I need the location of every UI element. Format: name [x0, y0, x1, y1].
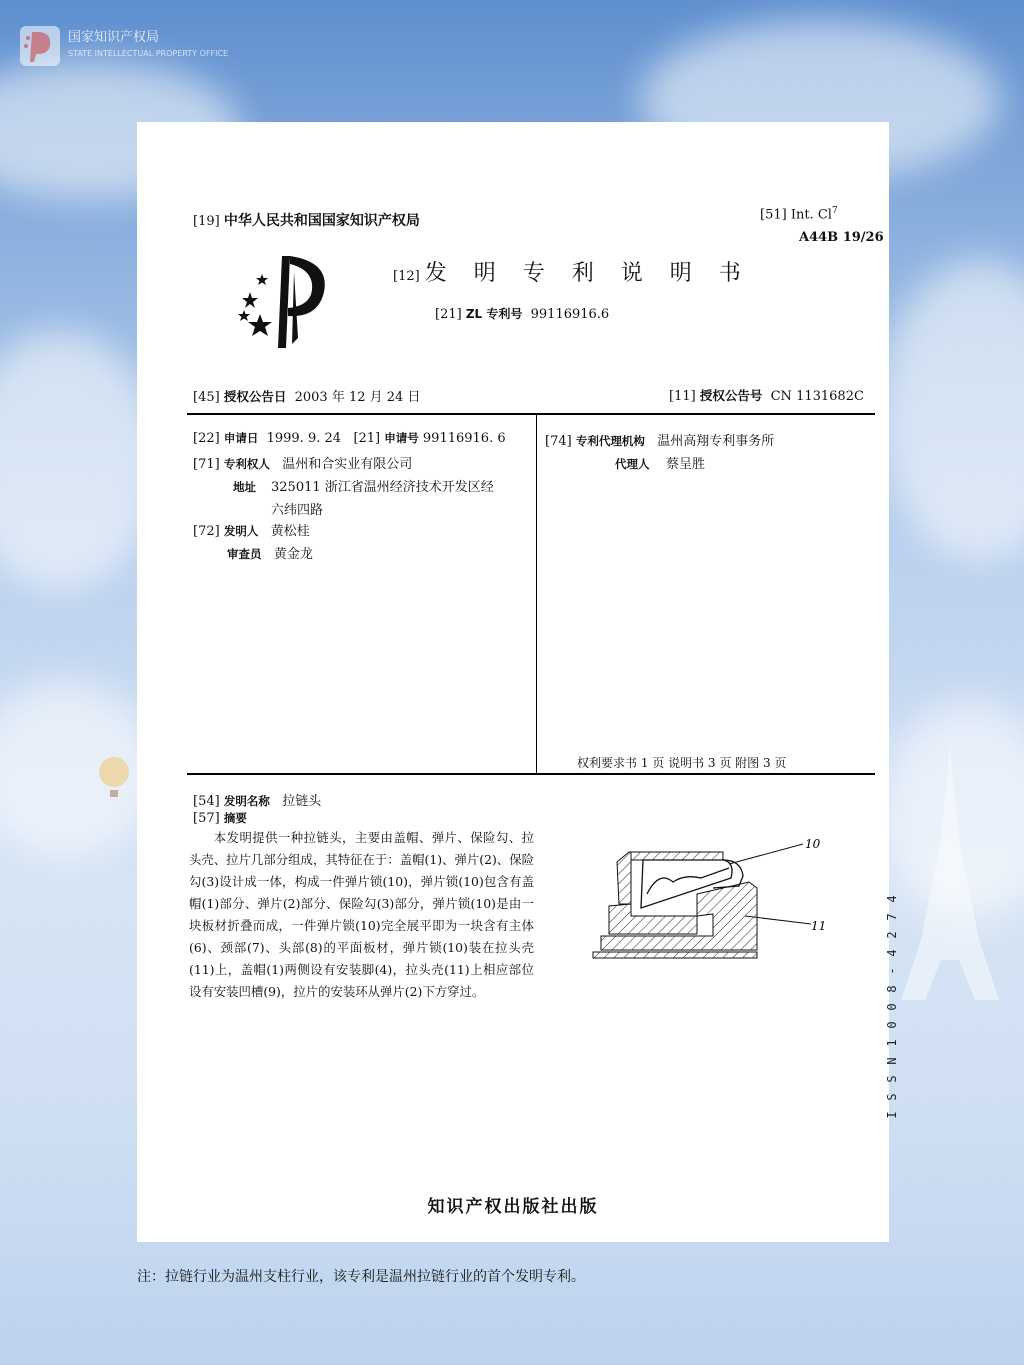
- patent-document: [137, 122, 889, 1242]
- figure-label-11: 11: [811, 919, 827, 933]
- inventor-value: 黄松桂: [270, 524, 310, 539]
- balloon-icon: [96, 756, 132, 800]
- issn-char: 4: [885, 949, 899, 957]
- issn-char: 0: [885, 1003, 899, 1011]
- sipo-logo-icon: [18, 24, 62, 68]
- int-cl-superscript: 7: [831, 206, 838, 216]
- document-type: [393, 256, 751, 287]
- zipper-slider-drawing: [589, 824, 829, 974]
- int-cl-label: Int. Cl: [790, 207, 832, 223]
- cloud-decoration: [880, 260, 1024, 560]
- grant-number-label: 授权公告号: [699, 388, 763, 403]
- zl-code: [21]: [435, 307, 462, 322]
- patentee: [193, 453, 412, 472]
- office-header-title: 中华人民共和国国家知识产权局: [223, 213, 420, 229]
- site-logo-text: 国家知识产权局: [68, 30, 160, 45]
- zl-label: ZL 专利号: [465, 307, 523, 321]
- inventor-label: 发明人: [223, 524, 259, 538]
- inventor: [193, 520, 310, 539]
- abstract-heading: [193, 810, 247, 826]
- footer-note: 注：拉链行业为温州支柱行业，该专利是温州拉链行业的首个发明专利。: [137, 1269, 585, 1285]
- address-line-1: 325011 浙江省温州经济技术开发区经: [271, 480, 494, 495]
- issn-char: 7: [885, 913, 899, 921]
- int-cl-code: [51]: [760, 207, 787, 223]
- issn-char: N: [885, 1057, 899, 1065]
- agency-code: [74]: [545, 434, 572, 449]
- agency: [545, 430, 774, 449]
- patent-emblem-icon: [232, 252, 342, 352]
- site-logo-subtext: STATE INTELLECTUAL PROPERTY OFFICE: [68, 49, 229, 58]
- issn-char: 2: [885, 931, 899, 939]
- zl-number: [435, 305, 609, 322]
- issn-char: 0: [885, 1021, 899, 1029]
- agent: [615, 453, 705, 472]
- address-line-2: 六纬四路: [271, 503, 324, 518]
- agent-label: 代理人: [615, 457, 650, 471]
- issn-char: S: [885, 1093, 899, 1101]
- patentee-value: 温州和合实业有限公司: [282, 457, 413, 472]
- issn-char: I: [885, 1111, 899, 1119]
- grant-number-value: CN 1131682C: [770, 389, 864, 404]
- pages-note: 权利要求书 1 页 说明书 3 页 附图 3 页: [577, 756, 787, 770]
- agent-value: 蔡呈胜: [666, 457, 706, 472]
- agency-value: 温州高翔专利事务所: [657, 434, 775, 449]
- application-info: [193, 430, 506, 446]
- document-type-title: 发 明 专 利 说 明 书: [424, 261, 751, 286]
- int-cl-value: A44B 19/26: [799, 230, 884, 245]
- grant-date-label: 授权公告日: [223, 389, 287, 404]
- app-date-value: 1999. 9. 24: [266, 431, 342, 446]
- invention-title: [193, 790, 321, 809]
- title-value: 拉链头: [282, 794, 322, 809]
- figure-label-10: 10: [805, 837, 821, 851]
- app-no-code: [21]: [353, 431, 381, 446]
- app-no-value: 99116916. 6: [422, 431, 506, 446]
- inventor-code: [72]: [193, 524, 220, 539]
- grant-date: [193, 386, 420, 405]
- patentee-code: [71]: [193, 457, 220, 472]
- grant-date-value: 2003 年 12 月 24 日: [294, 390, 421, 405]
- int-cl: [760, 206, 838, 222]
- issn-char: 4: [885, 895, 899, 903]
- abstract-code: [57]: [193, 811, 220, 826]
- grant-number: [669, 386, 864, 404]
- examiner: [227, 543, 313, 562]
- cloud-decoration: [0, 680, 160, 860]
- address-label: 地址: [233, 480, 256, 494]
- issn-char: S: [885, 1075, 899, 1083]
- examiner-value: 黄金龙: [273, 547, 313, 562]
- issn-number: [882, 890, 902, 1124]
- patentee-label: 专利权人: [223, 457, 270, 471]
- app-no-label: 申请号: [384, 431, 419, 445]
- publisher: 知识产权出版社出版: [427, 1197, 599, 1217]
- site-logo[interactable]: [18, 24, 228, 68]
- grant-date-code: [45]: [193, 390, 220, 405]
- divider: [187, 773, 875, 775]
- cloud-decoration: [0, 330, 160, 590]
- office-header-code: [19]: [193, 214, 220, 229]
- column-divider: [536, 415, 537, 773]
- eiffel-tower-icon: [895, 740, 1005, 1000]
- grant-number-code: [11]: [669, 389, 696, 404]
- title-label: 发明名称: [223, 794, 270, 808]
- abstract-label: 摘要: [223, 811, 247, 825]
- issn-char: -: [885, 967, 899, 975]
- examiner-label: 审查员: [227, 547, 262, 561]
- zl-value: 99116916.6: [530, 307, 610, 322]
- agency-label: 专利代理机构: [575, 434, 645, 448]
- app-date-code: [22]: [193, 431, 220, 446]
- app-date-label: 申请日: [223, 431, 259, 445]
- title-code: [54]: [193, 794, 220, 809]
- document-type-code: [12]: [393, 269, 420, 284]
- office-header: [193, 210, 420, 230]
- issn-char: 8: [885, 985, 899, 993]
- issn-char: 1: [885, 1039, 899, 1047]
- abstract-text: 本发明提供一种拉链头，主要由盖帽、弹片、保险勾、拉头壳、拉片几部分组成，其特征在于：盖帽(1)、弹片(2)、保险勾(3)设计成一体，构成一件弹片锁(10)，弹片锁(10)包含有盖帽(1)部分、弹片(2)部分、保险勾(3)部分，弹片锁(10)是由一块板材折叠而成，一件弹片锁(10)完全展平即为一块含有主体(6)、颈部(7)、头部(8)的平面板材，弹片锁(10)装在拉头壳(11)上，盖帽(1)两侧设有安装脚(4)，拉头壳(11)上相应部位设有安装凹槽(9)，拉片的安装环从弹片(2)下方穿过。: [189, 830, 534, 999]
- divider: [187, 413, 875, 415]
